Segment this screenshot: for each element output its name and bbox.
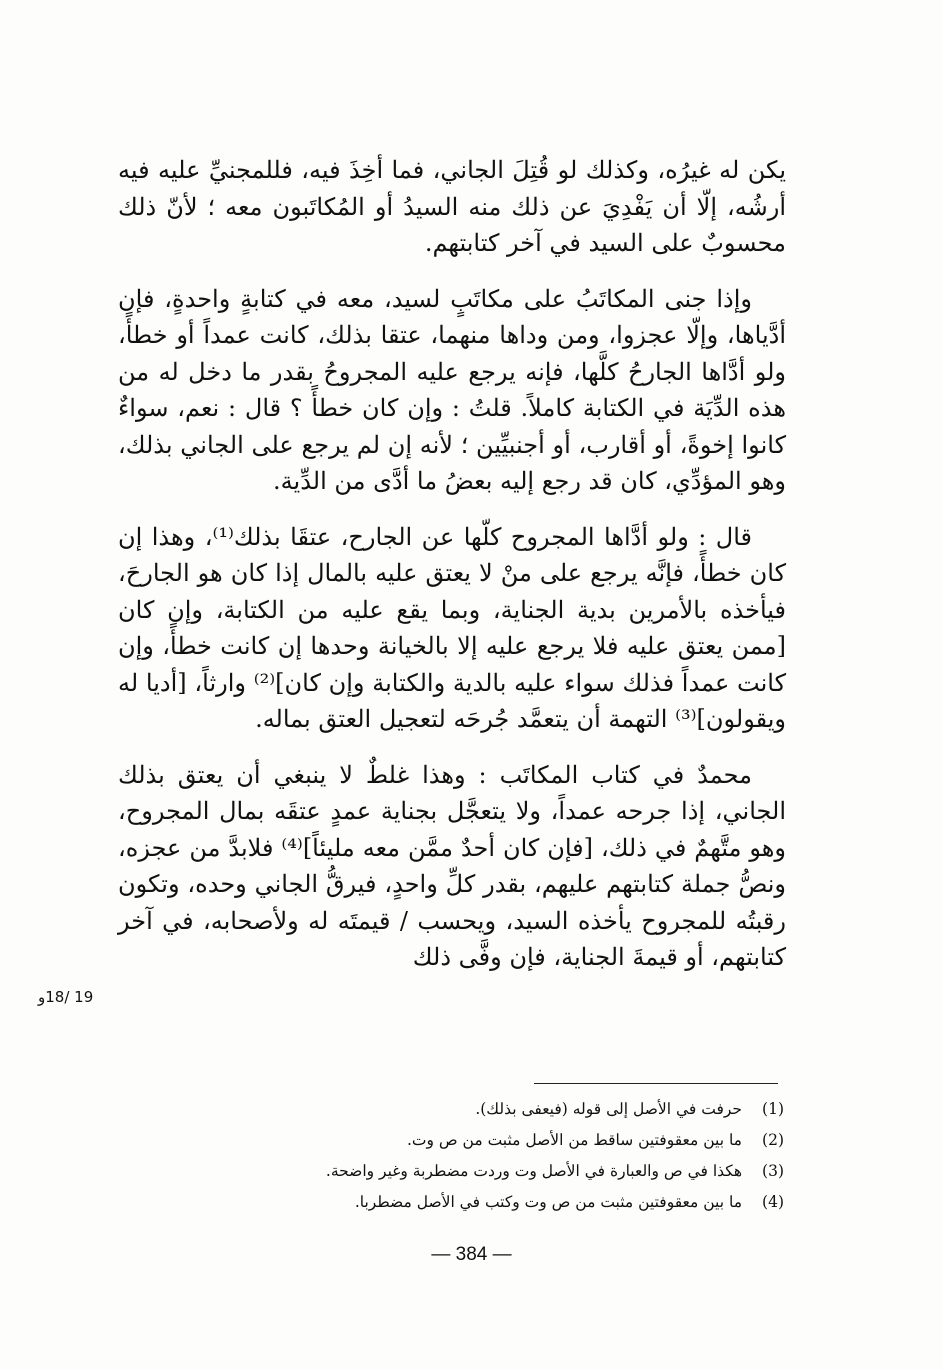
paragraph: قال : ولو أدَّاها المجروح كلّها عن الجارح، عتقَا بذلك⁽¹⁾، وهذا إن كان خطأً، فإنَّه يرجع على منْ لا يعتق عليه بالمال إذا كان هو الجارحَ، فيأخذه بالأمرين بدية الجناية، وبما يقع عليه من الكتابة، وإن كان [ممن يعتق عليه فلا يرجع عليه إلا بالخيانة وحدها إن كانت خطأً، وإن كانت عمداً فذلك سواء عليه بالدية والكتابة وإن كان]⁽²⁾ وارثاً، [أديا له ويقولون]⁽³⁾ التهمة أن يتعمَّد جُرحَه لتعجيل العتق بماله.	[118, 522, 786, 733]
footnote-text: حرفت في الأصل إلى قوله (فيعفى بذلك).	[475, 1100, 742, 1118]
footnote-text: ما بين معقوفتين ساقط من الأصل مثبت من ص وت.	[406, 1131, 742, 1149]
footnote-number: (3)	[762, 1162, 784, 1180]
manuscript-folio-reference: 19 /18و	[38, 988, 94, 1006]
footnote-item	[300, 1187, 784, 1218]
footnotes-section	[300, 1094, 784, 1218]
paragraph: يكن له غيرُه، وكذلك لو قُتِلَ الجاني، فما أخِذَ فيه، فللمجنيِّ عليه فيه أرشُه، إلّا أن يَفْدِيَ عن ذلك منه السيدُ أو المُكاتَبون معه ؛ لأنّ ذلك محسوبٌ على السيد في آخر كتابتهم.	[118, 156, 786, 257]
footnote-item	[300, 1094, 784, 1125]
footnote-divider	[534, 1083, 778, 1084]
footnote-number: (1)	[762, 1100, 784, 1118]
footnote-text: هكذا في ص والعبارة في الأصل وت وردت مضطربة وغير واضحة.	[325, 1162, 742, 1180]
footnote-item	[300, 1125, 784, 1156]
main-text-body	[118, 152, 786, 995]
footnote-text: ما بين معقوفتين مثبت من ص وت وكتب في الأصل مضطربا.	[354, 1193, 742, 1211]
page-number: — 384 —	[431, 1244, 512, 1265]
paragraph: محمدٌ في كتاب المكاتَب : وهذا غلطٌ لا ينبغي أن يعتق بذلك الجاني، إذا جرحه عمداً، ولا يتعجَّل بجناية عمدٍ عتقَه بمال المجروح، وهو متَّهمٌ في ذلك، [فإن كان أحدٌ ممَّن معه مليئاً]⁽⁴⁾ فلابدَّ من عجزه، ونصُّ جملة كتابتهم عليهم، بقدر كلِّ واحدٍ، فيرقُّ الجاني وحده، وتكون رقبتُه للمجروح يأخذه السيد، ويحسب / قيمتَه له ولأصحابه، في آخر كتابتهم، أو قيمةَ الجناية، فإن وفَّى ذلك	[118, 760, 787, 971]
footnote-number: (2)	[762, 1131, 784, 1149]
paragraph: وإذا جنى المكاتَبُ على مكاتَبٍ لسيد، معه في كتابةٍ واحدةٍ، فإن أدَّياها، وإلّا عجزوا، ومن وداها منهما، عتقا بذلك، كانت عمداً أو خطأً، ولو أدَّاها الجارحُ كلَّها، فإنه يرجع عليه المجروحُ بقدر ما دخل له من هذه الدِّيَة في الكتابة كاملاً. قلتُ : وإن كان خطأً ؟ قال : نعم، سواءٌ كانوا إخوةً، أو أقارب، أو أجنبيِّين ؛ لأنه إن لم يرجع على الجاني بذلك، وهو المؤدِّي، كان قد رجع إليه بعضُ ما أدَّى من الدِّية.	[118, 284, 786, 495]
footnote-number: (4)	[762, 1193, 784, 1211]
footnote-item	[300, 1156, 784, 1187]
